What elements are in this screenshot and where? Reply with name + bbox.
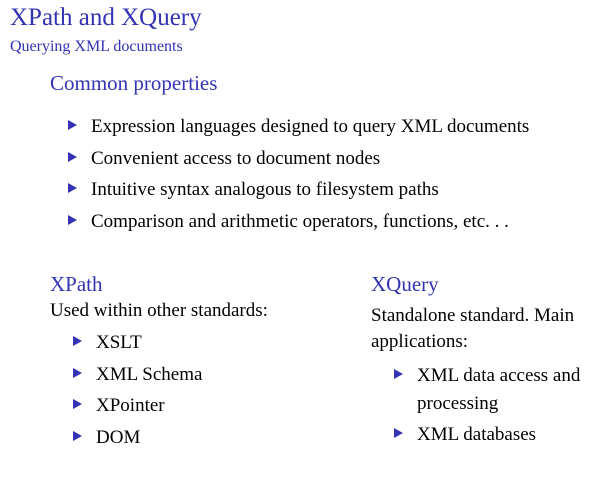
- triangle-bullet-icon: [68, 183, 77, 193]
- list-item-text: XML data access and processing: [417, 365, 581, 414]
- list-item: [73, 332, 202, 364]
- slide-subtitle: Querying XML documents: [10, 38, 183, 55]
- xquery-list: [394, 362, 604, 449]
- list-item-text: XML databases: [417, 424, 537, 445]
- triangle-bullet-icon: [68, 152, 77, 162]
- triangle-bullet-icon: [394, 369, 403, 379]
- list-item-text: XSLT: [96, 332, 142, 353]
- list-item-text: Comparison and arithmetic operators, functions, etc. . .: [91, 210, 509, 232]
- list-item-text: DOM: [96, 426, 141, 448]
- list-item: [68, 148, 529, 180]
- xpath-list: [73, 332, 202, 458]
- list-item: [73, 427, 202, 459]
- list-item: [68, 179, 529, 211]
- list-item-text: Expression languages designed to query XML documents: [91, 116, 530, 137]
- list-item: [394, 362, 604, 418]
- triangle-bullet-icon: [73, 368, 82, 378]
- slide-title: XPath and XQuery: [10, 4, 202, 31]
- list-item: [73, 364, 202, 396]
- xquery-heading: XQuery: [371, 272, 439, 296]
- xquery-intro-line-1: Standalone standard. Main: [371, 305, 575, 326]
- list-item-text: Intuitive syntax analogous to filesystem paths: [91, 179, 439, 200]
- common-properties-heading: Common properties: [50, 71, 218, 95]
- xpath-intro: Used within other standards:: [50, 300, 268, 321]
- list-item: [73, 395, 202, 427]
- xpath-heading: XPath: [50, 272, 103, 296]
- triangle-bullet-icon: [394, 428, 403, 438]
- list-item: [394, 421, 604, 449]
- triangle-bullet-icon: [68, 215, 77, 225]
- list-item-text: XML Schema: [96, 363, 203, 385]
- common-properties-list: [68, 116, 529, 242]
- list-item-text: XPointer: [96, 395, 165, 416]
- list-item-text: Convenient access to document nodes: [91, 147, 381, 169]
- triangle-bullet-icon: [68, 120, 77, 130]
- triangle-bullet-icon: [73, 336, 82, 346]
- list-item: [68, 211, 529, 243]
- triangle-bullet-icon: [73, 431, 82, 441]
- xquery-intro-line-2: applications:: [371, 331, 469, 352]
- list-item: [68, 116, 529, 148]
- triangle-bullet-icon: [73, 399, 82, 409]
